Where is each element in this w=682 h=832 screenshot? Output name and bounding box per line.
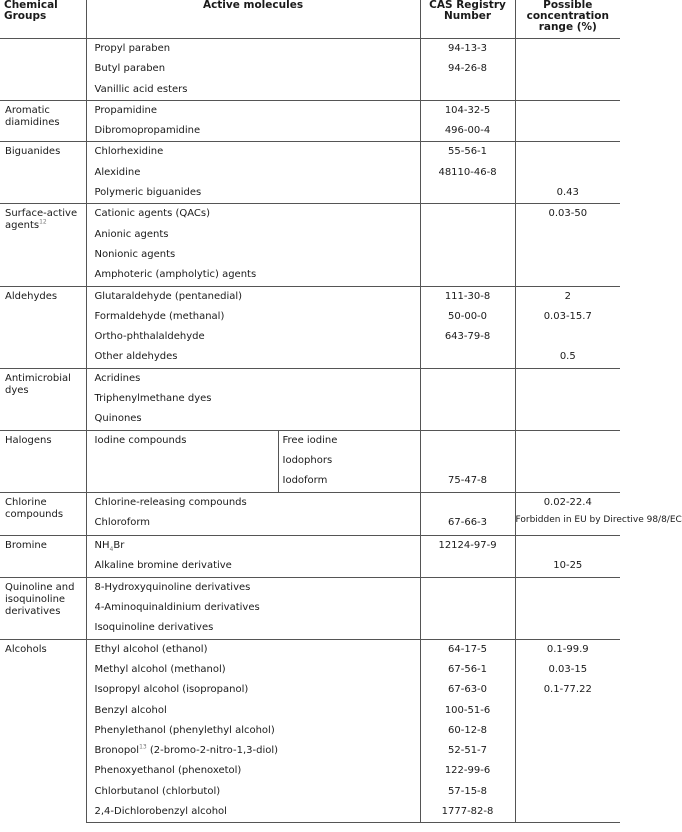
table-row [0, 618, 620, 639]
cas-number-cell [420, 368, 515, 389]
molecule-name: Ethyl alcohol (ethanol) [94, 643, 208, 655]
molecule-cell [86, 741, 420, 761]
cas-number-cell [420, 225, 515, 245]
footnote-marker: 13 [139, 743, 147, 751]
molecule-name: Nonionic agents [94, 248, 176, 260]
molecule-name: Propamidine [94, 104, 157, 116]
molecule-cell [86, 513, 420, 536]
table-row [0, 59, 620, 79]
molecule-name: Acridines [94, 372, 141, 384]
molecule-name: Triphenylmethane dyes [94, 393, 212, 405]
molecule-name: Isoquinoline derivatives [94, 622, 214, 634]
group-cell [0, 368, 86, 430]
concentration-range-cell [515, 80, 620, 101]
group-label: Antimicrobial dyes [5, 372, 71, 396]
table-row [0, 142, 620, 163]
group-label: Surface-active agents [5, 208, 78, 232]
concentration-range-cell [515, 618, 620, 639]
concentration-range-cell [515, 409, 620, 430]
table-row [0, 368, 620, 389]
concentration-range-cell [515, 265, 620, 286]
molecule-name: 2,4-Dichlorobenzyl alcohol [94, 805, 227, 817]
molecule-cell [86, 368, 420, 389]
concentration-range-cell [515, 701, 620, 721]
cas-number-cell [420, 556, 515, 577]
molecule-cell [86, 618, 420, 639]
concentration-range-cell [515, 598, 620, 618]
concentration-range-cell [515, 741, 620, 761]
cas-number-cell: 1777-82-8 [420, 802, 515, 823]
concentration-range-cell [515, 121, 620, 142]
molecule-name: Methyl alcohol (methanol) [94, 663, 226, 675]
cas-number-cell: 104-32-5 [420, 100, 515, 121]
concentration-range-cell: 0.43 [515, 183, 620, 204]
molecule-name: Phenoxyethanol (phenoxetol) [94, 765, 242, 777]
concentration-range-cell [515, 39, 620, 60]
group-label: Halogens [5, 434, 52, 446]
header-cas-number: CAS Registry Number [420, 0, 515, 39]
group-label: Aromatic diamidines [5, 104, 60, 128]
molecule-cell [86, 761, 420, 781]
header-active-molecules: Active molecules [86, 0, 420, 39]
table-row [0, 639, 620, 660]
group-cell [0, 142, 86, 204]
group-cell [0, 204, 86, 286]
molecule-name: NH [94, 540, 110, 552]
concentration-range-cell [515, 100, 620, 121]
molecule-cell [86, 39, 420, 60]
table-row [0, 163, 620, 183]
group-cell [0, 639, 86, 823]
molecule-cell [86, 163, 420, 183]
cas-number-cell [420, 451, 515, 471]
molecule-cell [86, 660, 420, 680]
molecule-cell [86, 556, 420, 577]
group-cell [0, 100, 86, 142]
table-row [0, 39, 620, 60]
table-row [0, 782, 620, 802]
cas-number-cell [420, 492, 515, 513]
group-label: Chlorine compounds [5, 496, 64, 520]
table-row [0, 451, 620, 471]
group-cell [0, 39, 86, 101]
molecule-cell [86, 430, 278, 451]
table-row [0, 761, 620, 781]
concentration-range-cell: 0.03-15 [515, 660, 620, 680]
cas-number-cell [420, 389, 515, 409]
table-row [0, 556, 620, 577]
sub-molecule-name: Iodophors [282, 454, 333, 466]
group-cell [0, 286, 86, 368]
table-row [0, 802, 620, 823]
molecule-cell [86, 245, 420, 265]
molecule-cell [86, 100, 420, 121]
cas-number-cell: 67-63-0 [420, 680, 515, 700]
cas-number-cell: 496-00-4 [420, 121, 515, 142]
concentration-range-cell: 0.02-22.4 [515, 492, 620, 513]
table-row [0, 430, 620, 451]
formula-subscript: 4 [109, 546, 114, 554]
molecule-name: Chlorine-releasing compounds [94, 496, 247, 508]
sub-molecule-name: Iodoform [282, 475, 328, 487]
molecule-cell [86, 389, 420, 409]
concentration-range-cell: 0.5 [515, 347, 620, 368]
cas-number-cell [420, 577, 515, 598]
molecule-cell [86, 225, 420, 245]
molecule-name: 8-Hydroxyquinoline derivatives [94, 581, 251, 593]
table-row [0, 492, 620, 513]
table-row [0, 660, 620, 680]
cas-number-cell: 643-79-8 [420, 327, 515, 347]
table-row [0, 245, 620, 265]
footnote-marker: 12 [39, 219, 47, 227]
cas-number-cell: 122-99-6 [420, 761, 515, 781]
concentration-range-cell [515, 536, 620, 557]
molecule-name: Amphoteric (ampholytic) agents [94, 269, 257, 281]
concentration-range-cell: 0.1-99.9 [515, 639, 620, 660]
concentration-range-cell [515, 368, 620, 389]
molecule-cell [86, 701, 420, 721]
molecule-name: Chloroform [94, 516, 151, 528]
molecule-name: Iodine compounds [94, 434, 187, 446]
concentration-range-cell [515, 761, 620, 781]
group-cell [0, 577, 86, 639]
table-row [0, 307, 620, 327]
table-row [0, 347, 620, 368]
concentration-range-cell [515, 721, 620, 741]
cas-number-cell [420, 265, 515, 286]
molecule-name: Polymeric biguanides [94, 187, 202, 199]
group-cell [0, 492, 86, 536]
molecule-cell [86, 721, 420, 741]
cas-number-cell [420, 183, 515, 204]
concentration-range-cell [515, 225, 620, 245]
table-row [0, 183, 620, 204]
molecule-name: Vanillic acid esters [94, 83, 188, 95]
table-row [0, 701, 620, 721]
cas-number-cell: 75-47-8 [420, 471, 515, 492]
table-row [0, 80, 620, 101]
cas-number-cell [420, 618, 515, 639]
table-row [0, 121, 620, 142]
cas-number-cell: 57-15-8 [420, 782, 515, 802]
group-label: Biguanides [5, 146, 61, 158]
cas-number-cell: 64-17-5 [420, 639, 515, 660]
table-row [0, 680, 620, 700]
cas-number-cell [420, 80, 515, 101]
molecule-cell [86, 409, 420, 430]
table-body [0, 39, 682, 823]
group-label: Aldehydes [5, 290, 58, 302]
table-row [0, 598, 620, 618]
cas-number-cell: 67-66-3 [420, 513, 515, 536]
concentration-range-cell: Forbidden in EU by Directive 98/8/EC [515, 513, 620, 536]
concentration-range-cell [515, 430, 620, 451]
molecule-name: Alkaline bromine derivative [94, 560, 232, 572]
cas-number-cell [420, 598, 515, 618]
molecule-name: Cationic agents (QACs) [94, 208, 211, 220]
molecule-name: Phenylethanol (phenylethyl alcohol) [94, 724, 275, 736]
molecule-cell [86, 639, 420, 660]
cas-number-cell: 50-00-0 [420, 307, 515, 327]
molecule-cell [86, 183, 420, 204]
concentration-range-cell [515, 59, 620, 79]
concentration-range-cell: 0.03-15.7 [515, 307, 620, 327]
molecule-name: Chlorhexidine [94, 146, 164, 158]
concentration-range-cell [515, 142, 620, 163]
concentration-range-cell [515, 782, 620, 802]
cas-number-cell: 55-56-1 [420, 142, 515, 163]
molecule-name: Quinones [94, 413, 142, 425]
table-row [0, 389, 620, 409]
molecule-name: Formaldehyde (methanal) [94, 310, 225, 322]
molecule-cell [86, 782, 420, 802]
table-row [0, 721, 620, 741]
concentration-range-cell [515, 577, 620, 598]
cas-number-cell: 48110-46-8 [420, 163, 515, 183]
molecule-name: Isopropyl alcohol (isopropanol) [94, 684, 249, 696]
molecule-name: Ortho-phthalaldehyde [94, 331, 205, 343]
molecule-cell [86, 265, 420, 286]
cas-number-cell: 67-56-1 [420, 660, 515, 680]
molecule-cell [86, 80, 420, 101]
cas-number-cell: 12124-97-9 [420, 536, 515, 557]
table-row [0, 225, 620, 245]
molecule-name: Butyl paraben [94, 63, 166, 75]
sub-molecule-name: Free iodine [282, 434, 338, 446]
concentration-range-cell: 0.1-77.22 [515, 680, 620, 700]
group-label: Quinoline and isoquinoline derivatives [5, 581, 75, 617]
molecule-cell [86, 471, 278, 492]
group-label: Bromine [5, 540, 47, 552]
table-row [0, 741, 620, 761]
table-row [0, 577, 620, 598]
concentration-range-cell [515, 245, 620, 265]
molecule-cell [86, 577, 420, 598]
molecule-cell [86, 286, 420, 307]
molecule-name: Anionic agents [94, 228, 169, 240]
header-row [0, 0, 620, 39]
header-concentration-range: Possible concentration range (%) [515, 0, 620, 39]
molecule-name: Alexidine [94, 166, 141, 178]
sub-molecule-cell [278, 451, 420, 471]
molecule-cell [86, 142, 420, 163]
concentration-range-cell [515, 471, 620, 492]
molecule-name: Chlorbutanol (chlorbutol) [94, 785, 221, 797]
molecule-name-suffix: Br [113, 540, 125, 552]
molecule-name: Glutaraldehyde (pentanedial) [94, 290, 243, 302]
molecule-cell [86, 492, 420, 513]
header-chemical-groups: Chemical Groups [0, 0, 86, 39]
molecule-cell [86, 536, 420, 557]
concentration-range-cell: 0.03-50 [515, 204, 620, 225]
concentration-range-cell [515, 802, 620, 823]
table-row [0, 265, 620, 286]
cas-number-cell: 100-51-6 [420, 701, 515, 721]
cas-number-cell: 60-12-8 [420, 721, 515, 741]
concentration-range-cell [515, 163, 620, 183]
molecule-cell [86, 204, 420, 225]
cas-number-cell: 111-30-8 [420, 286, 515, 307]
molecule-cell [86, 347, 420, 368]
group-cell [0, 430, 86, 492]
concentration-range-cell: 10-25 [515, 556, 620, 577]
molecule-cell [86, 802, 420, 823]
concentration-range-cell [515, 389, 620, 409]
molecule-name: 4-Aminoquinaldinium derivatives [94, 602, 260, 614]
cas-number-cell [420, 430, 515, 451]
table-row [0, 513, 620, 536]
table-row [0, 204, 620, 225]
molecule-name: Dibromopropamidine [94, 125, 201, 137]
table-row [0, 409, 620, 430]
group-cell [0, 536, 86, 578]
molecule-name: Bronopol [94, 745, 140, 757]
table-row [0, 536, 620, 557]
table-row [0, 286, 620, 307]
molecule-name: Benzyl alcohol [94, 704, 167, 716]
table-row [0, 327, 620, 347]
cas-number-cell: 94-26-8 [420, 59, 515, 79]
concentration-range-cell [515, 327, 620, 347]
cas-number-cell [420, 204, 515, 225]
sub-molecule-cell [278, 430, 420, 451]
molecule-cell [86, 680, 420, 700]
group-label: Alcohols [5, 643, 47, 655]
concentration-range-cell: 2 [515, 286, 620, 307]
molecule-cell [86, 121, 420, 142]
molecule-cell [86, 307, 420, 327]
cas-number-cell: 52-51-7 [420, 741, 515, 761]
molecule-name: Propyl paraben [94, 43, 171, 54]
cas-number-cell [420, 347, 515, 368]
molecule-cell [86, 327, 420, 347]
cas-number-cell: 94-13-3 [420, 39, 515, 60]
sub-molecule-cell [278, 471, 420, 492]
table-row [0, 100, 620, 121]
concentration-range-cell [515, 451, 620, 471]
table-row [0, 471, 620, 492]
molecule-name: Other aldehydes [94, 351, 178, 363]
molecule-name-suffix: (2-bromo-2-nitro-1,3-diol) [146, 745, 279, 757]
cas-number-cell [420, 245, 515, 265]
molecule-cell [86, 598, 420, 618]
cas-number-cell [420, 409, 515, 430]
molecule-cell [86, 451, 278, 471]
molecule-cell [86, 59, 420, 79]
